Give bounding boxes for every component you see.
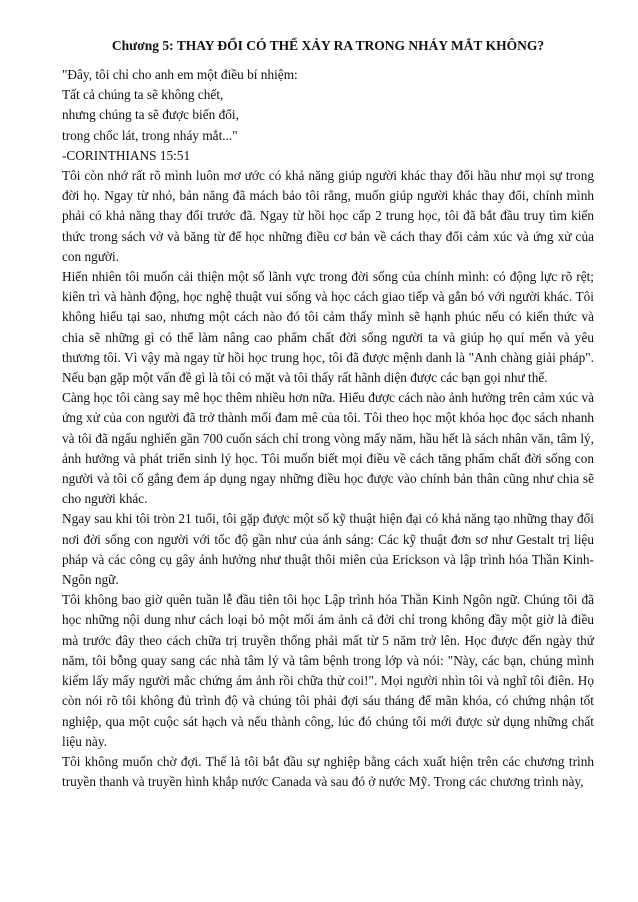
epigraph-line: nhưng chúng ta sẽ được biến đổi, bbox=[62, 107, 239, 123]
chapter-title: Chương 5: THAY ĐỔI CÓ THỂ XẢY RA TRONG NHÁY MẮT KHÔNG? bbox=[111, 38, 545, 53]
body-text bbox=[62, 166, 594, 792]
epigraph-source: -CORINTHIANS 15:51 bbox=[62, 147, 191, 163]
paragraph: Hiển nhiên tôi muốn cải thiện một số lãnh vực trong đời sống của chính mình: có động lực rõ rệt; kiên trì và hành động, học nghệ thuật vui sống và học cách giao tiếp và gắn bó với người khác. Tôi không hiểu tại sao, nhưng một cách nào đó tôi cảm thấy mình sẽ hạnh phúc nếu có kiến thức và chia sẽ những gì có thể làm nâng cao phẩm chất đời sống người ta và giúp họ quí mến và yêu thương tôi. Vì vậy mà ngay từ hồi học trung học, tôi đã được mệnh danh là "Anh chàng giải pháp". Nếu bạn gặp một vấn đề gì là tôi có mặt và tôi thấy rất hãnh diện được các bạn gọi như thế. bbox=[62, 269, 594, 386]
epigraph-line: Tất cả chúng ta sẽ không chết, bbox=[62, 87, 224, 103]
epigraph-line: "Đây, tôi chỉ cho anh em một điều bí nhiệm: bbox=[62, 67, 298, 82]
paragraph: Ngay sau khi tôi tròn 21 tuổi, tôi gặp được một số kỹ thuật hiện đại có khả năng tạo những thay đổi nơi đời sống con người với tốc độ gần như của ánh sáng: Các kỹ thuật đơn sơ như Gestalt trị liệu pháp và các công cụ gây ảnh hưởng như thuật thôi miên của Erickson và lập trình hóa Thần Kinh-Ngôn ngữ. bbox=[62, 511, 594, 588]
paragraph: Tôi không muốn chờ đợi. Thế là tôi bắt đầu sự nghiệp bằng cách xuất hiện trên các chương trình truyền thanh và truyền hình khắp nước Canada và sau đó ở nước Mỹ. Trong các chương trình này, bbox=[62, 753, 594, 790]
paragraph: Tôi không bao giờ quên tuần lễ đầu tiên tôi học Lập trình hóa Thần Kinh Ngôn ngữ. Chúng tôi đã học những nội dung như cách loại bỏ một mối ám ảnh cả đời chỉ trong không đầy một giờ là điều mà trước đây theo cách chữa trị truyền thống phải mất từ 5 năm trở lên. Học được đến ngày thứ năm, tôi bỗng quay sang các nhà tâm lý và tâm bệnh trong lớp và nói: "Này, các bạn, chúng mình kiếm lấy mấy người mắc chứng ám ảnh rồi chữa thử coi!". Mọi người nhìn tôi và nghĩ tôi điên. Họ còn nói rõ tôi không đủ trình độ và chúng tôi phải đợi sáu tháng để mãn khóa, có chứng nhận tốt nghiệp, qua một cuộc sát hạch và nếu thành công, lúc đó chúng tôi mới được sử dụng những chất liệu này. bbox=[62, 592, 594, 749]
epigraph-line: trong chốc lát, trong nháy mắt..." bbox=[62, 127, 238, 143]
epigraph bbox=[62, 65, 594, 166]
paragraph: Càng học tôi càng say mê học thêm nhiều hơn nữa. Hiểu được cách nào ảnh hưởng trên cảm xúc và ứng xử của con người đã trở thành mối đam mê của tôi. Tôi theo học một khóa học đọc sách nhanh và tôi đã ngấu nghiến gần 700 cuốn sách chỉ trong vòng mấy năm, hầu hết là sách nhân văn, tâm lý, ảnh hưởng và phát triển sinh lý học. Tôi muốn biết mọi điều về cách tăng phẩm chất đời sống con người và tôi cố gắng đem áp dụng ngay những điều học được vào chính bản thân cũng như chia sẽ cho người khác. bbox=[62, 390, 594, 507]
paragraph: Tôi còn nhớ rất rõ mình luôn mơ ước có khả năng giúp người khác thay đổi hầu như mọi sự trong đời họ. Ngay từ nhỏ, bản năng đã mách bảo tôi rằng, muốn giúp người khác thay đổi, chính mình phải có khả năng thay đổi trước đã. Ngay từ hồi học cấp 2 trung học, tôi đã bắt đầu truy tìm kiến thức trong sách vở và băng từ để học những điều cơ bản về cách thay đổi cảm xúc và ứng xử của con người. bbox=[62, 168, 594, 264]
